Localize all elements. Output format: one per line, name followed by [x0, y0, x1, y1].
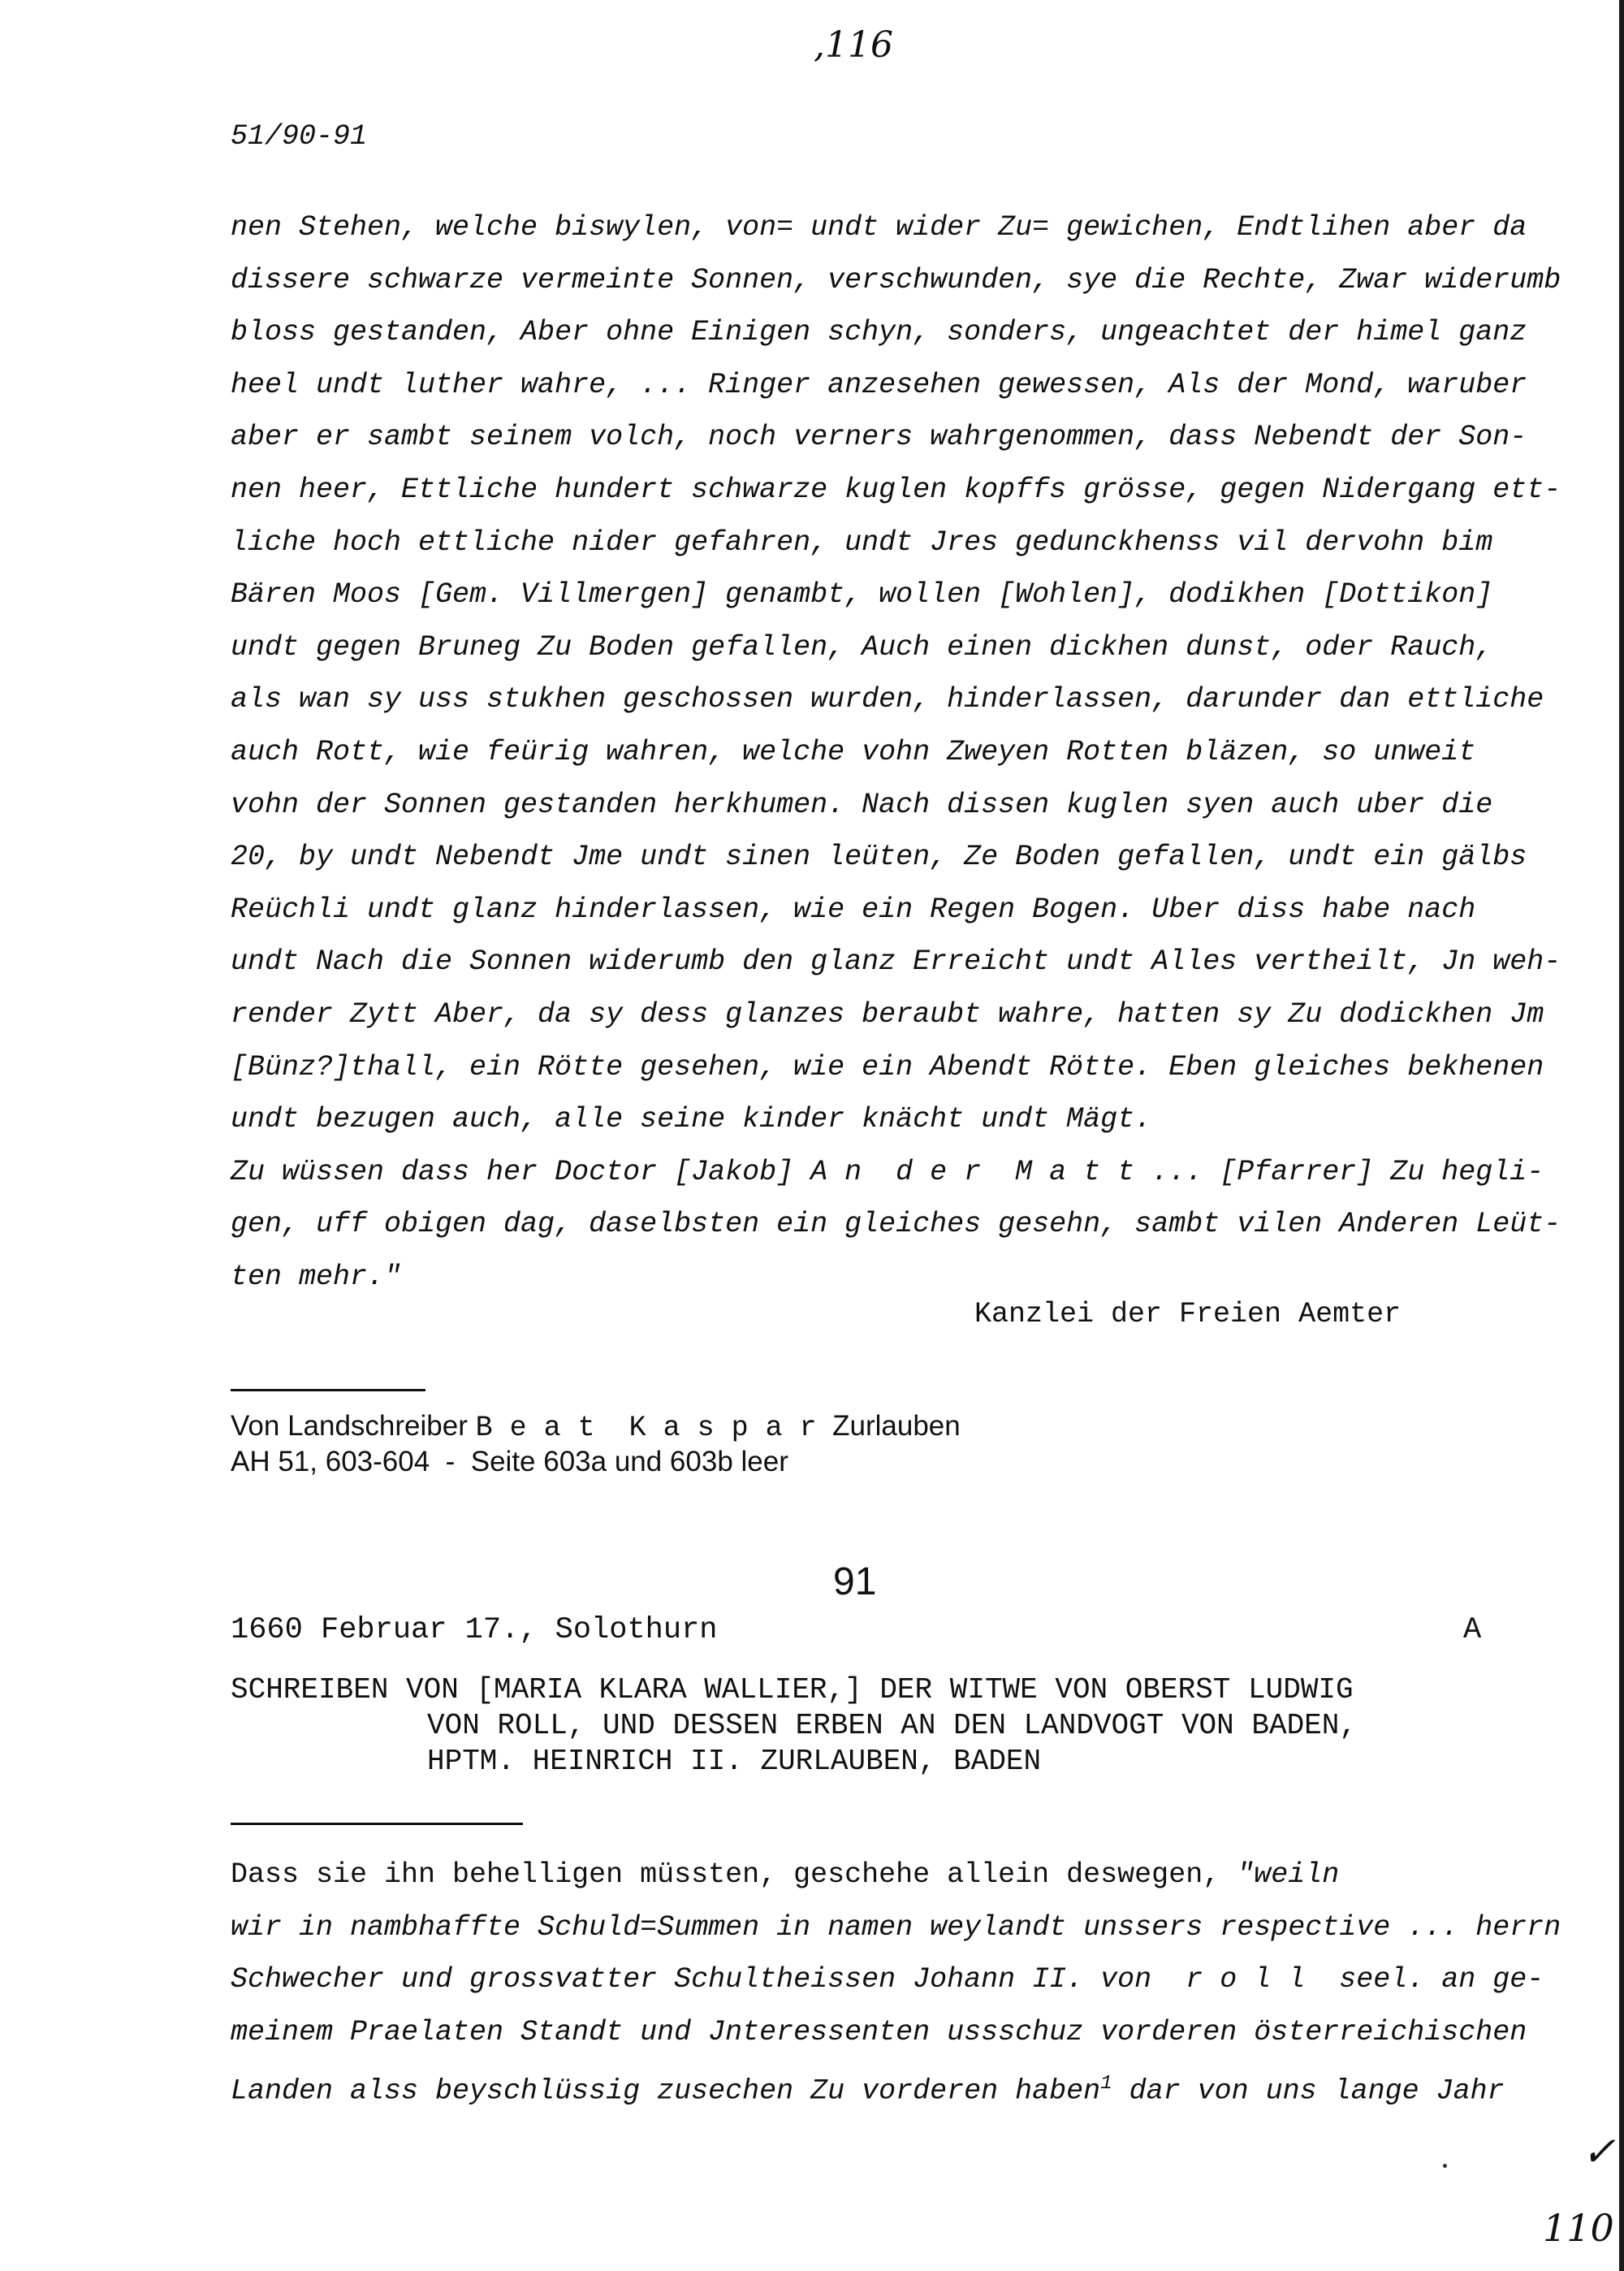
page-edge [1619, 0, 1624, 2271]
section-divider [231, 1823, 523, 1825]
note-surname: Zurlauben [816, 1410, 961, 1442]
body-line: 20, by undt Nebendt Jme undt sinen leüten, Ze Boden gefallen, undt ein gälbs [231, 841, 1527, 874]
note-prefix: Von Landschreiber [231, 1410, 476, 1442]
body-line: auch Rott, wie feürig wahren, welche vohn Zweyen Rotten bläzen, so unweit [231, 735, 1476, 768]
note-archive-ref: AH 51, 603-604 [231, 1446, 446, 1477]
body-line: nen heer, Ettliche hundert schwarze kuglen kopffs grösse, gegen Nidergang ett- [231, 473, 1561, 506]
body-line: undt Nach die Sonnen widerumb den glanz Erreicht undt Alles vertheilt, Jn weh- [231, 945, 1561, 979]
source-note-line-1 [231, 1410, 961, 1444]
handwritten-checkmark: ✓ [1582, 2128, 1616, 2175]
letter-line-text: dar von uns lange Jahr [1112, 2075, 1505, 2109]
body-line: undt bezugen auch, alle seine kinder knächt undt Mägt. [231, 1103, 1152, 1136]
letter-body-text [231, 1849, 1561, 2111]
body-line: bloss gestanden, Aber ohne Einigen schyn, sonders, ungeachtet der himel ganz [231, 316, 1527, 349]
body-line: ten mehr." [231, 1260, 402, 1293]
letter-line-quote-start: "weiln [1237, 1858, 1340, 1891]
letter-line-upright: Dass sie ihn behelligen müssten, geschehe allein deswegen, [231, 1858, 1237, 1891]
letter-line [231, 1849, 1505, 1901]
body-line: Bären Moos [Gem. Villmergen] genambt, wollen [Wohlen], dodikhen [Dottikon] [231, 578, 1493, 612]
document-number: 91 [833, 1560, 877, 1603]
date-place-line: 1660 Februar 17., Solothurn [231, 1613, 718, 1647]
body-line: Reüchli undt glanz hinderlassen, wie ein Regen Bogen. Uber diss habe nach [231, 893, 1476, 926]
body-line: als wan sy uss stukhen geschossen wurden, hinderlassen, darunder dan ettliche [231, 683, 1544, 716]
body-line: aber er sambt seinem volch, noch verners wahrgenommen, dass Nebendt der Son- [231, 421, 1527, 454]
body-line: dissere schwarze vermeinte Sonnen, verschwunden, sye die Rechte, Zwar widerumb [231, 263, 1561, 296]
speck-mark [1443, 2164, 1447, 2168]
chancery-signature: Kanzlei der Freien Aemter [974, 1298, 1402, 1330]
source-note-line-2 [231, 1446, 788, 1478]
letter-line-text: Landen alss beyschlüssig zusechen Zu vorderen haben [231, 2075, 1101, 2109]
body-line: nen Stehen, welche biswylen, von= undt wider Zu= gewichen, Endtlihen aber da [231, 211, 1527, 244]
regest-header-line: HPTM. HEINRICH II. ZURLAUBEN, BADEN [427, 1745, 1042, 1778]
note-dash: - [445, 1446, 456, 1477]
letter-line: meinem Praelaten Standt und Jnteressenten ussschuz vorderen österreichischen [231, 2015, 1527, 2048]
body-line: undt gegen Bruneg Zu Boden gefallen, Auch einen dickhen dunst, oder Rauch, [231, 630, 1493, 664]
note-author-spaced: B e a t K a s p a r [475, 1412, 817, 1444]
body-line: vohn der Sonnen gestanden herkhumen. Nach dissen kuglen syen auch uber die [231, 788, 1493, 821]
footnote-marker: 1 [1100, 2073, 1112, 2096]
body-line: [Bünz?]thall, ein Rötte gesehen, wie ein Abendt Rötte. Eben gleiches bekhenen [231, 1050, 1544, 1084]
handwritten-bottom-number: 110 [1543, 2206, 1614, 2250]
body-line: liche hoch ettliche nider gefahren, undt Jres gedunckhenss vil dervohn bim [231, 526, 1493, 559]
note-pages-empty: Seite 603a und 603b leer [455, 1446, 788, 1477]
letter-line: wir in nambhaffte Schuld=Summen in namen weylandt unssers respective ... herrn [231, 1910, 1561, 1944]
letter-line [231, 2058, 1505, 2111]
regest-header-line: SCHREIBEN VON [MARIA KLARA WALLIER,] DER WITWE VON OBERST LUDWIG [231, 1673, 1354, 1706]
letter-line: Schwecher und grossvatter Schultheissen Johann II. von r o l l seel. an ge- [231, 1963, 1544, 1996]
body-line: heel undt luther wahre, ... Ringer anzesehen gewessen, Als der Mond, waruber [231, 368, 1527, 401]
handwritten-page-number: ,116 [814, 24, 893, 66]
page-reference: 51/90-91 [231, 120, 368, 153]
document-type-letter: A [1463, 1613, 1482, 1647]
quoted-body-text [231, 201, 1561, 1303]
body-line: render Zytt Aber, da sy dess glanzes beraubt wahre, hatten sy Zu dodickhen Jm [231, 997, 1544, 1031]
body-line: Zu wüssen dass her Doctor [Jakob] A n d e r M a t t ... [Pfarrer] Zu hegli- [231, 1155, 1544, 1188]
regest-header-line: VON ROLL, UND DESSEN ERBEN AN DEN LANDVOGT VON BADEN, [427, 1709, 1357, 1742]
footnote-divider [231, 1389, 425, 1391]
body-line: gen, uff obigen dag, daselbsten ein gleiches gesehn, sambt vilen Anderen Leüt- [231, 1208, 1561, 1241]
